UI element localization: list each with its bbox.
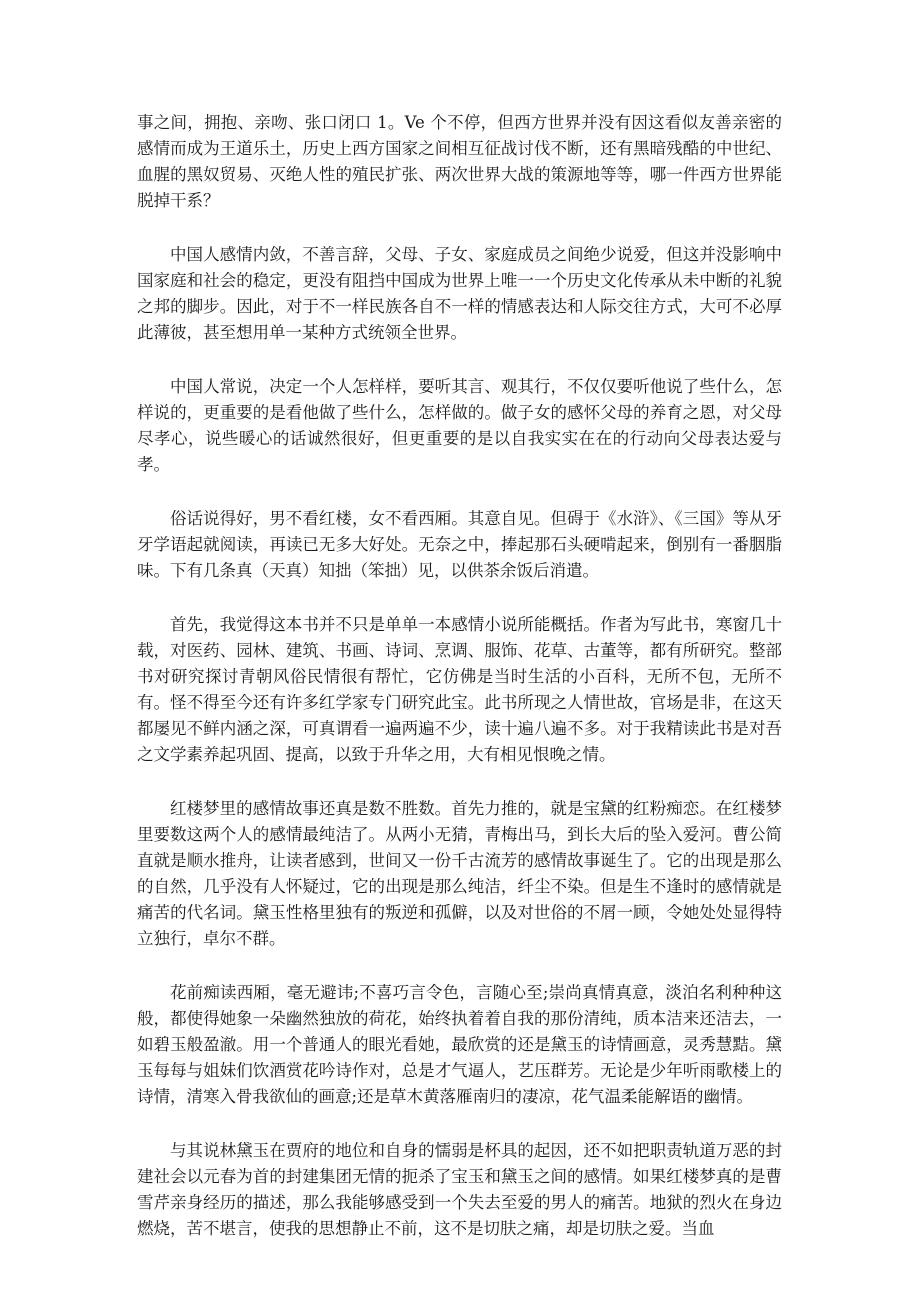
paragraph-3: 中国人常说，决定一个人怎样样，要听其言、观其行，不仅仅要听他说了些什么，怎样说的，更重要的是看他做了些什么，怎样做的。做子女的感怀父母的养育之恩，对父母尽孝心，说些暖心的话诚然很好，但更重要的是以自我实实在在的行动向父母表达爱与孝。	[137, 377, 782, 474]
paragraph-7: 花前痴读西厢，毫无避讳;不喜巧言令色，言随心至;崇尚真情真意，淡泊名利种种这般，都使得她象一朵幽然独放的荷花，始终执着着自我的那份清纯，质本洁来还洁去，一如碧玉般盈澈。用一个普通人的眼光看她，最欣赏的还是黛玉的诗情画意，灵秀慧黠。黛玉每每与姐妹们饮酒赏花吟诗作对，总是才气逼人，艺压群芳。无论是少年听雨歌楼上的诗情，清寒入骨我欲仙的画意;还是草木黄落雁南归的凄凉，花气温柔能解语的幽情。	[137, 983, 782, 1106]
paragraph-8: 与其说林黛玉在贾府的地位和自身的懦弱是杯具的起因，还不如把职责轨道万恶的封建社会以元春为首的封建集团无情的扼杀了宝玉和黛玉之间的感情。如果红楼梦真的是曹雪芹亲身经历的描述，那么我能够感受到一个失去至爱的男人的痛苦。地狱的烈火在身边燃烧，苦不堪言，使我的思想静止不前，这不是切肤之痛，却是切肤之爱。当血	[137, 1141, 782, 1238]
paragraph-2: 中国人感情内敛，不善言辞，父母、子女、家庭成员之间绝少说爱，但这并没影响中国家庭和社会的稳定，更没有阻挡中国成为世界上唯一一个历史文化传承从未中断的礼貌之邦的脚步。因此，对于不一样民族各自不一样的情感表达和人际交往方式，大可不必厚此薄彼，甚至想用单一某种方式统领全世界。	[137, 245, 782, 342]
paragraph-6: 红楼梦里的感情故事还真是数不胜数。首先力推的，就是宝黛的红粉痴恋。在红楼梦里要数这两个人的感情最纯洁了。从两小无猜，青梅出马，到长大后的坠入爱河。曹公简直就是顺水推舟，让读者感到，世间又一份千古流芳的感情故事诞生了。它的出现是那么的自然，几乎没有人怀疑过，它的出现是那么纯洁，纤尘不染。但是生不逢时的感情就是痛苦的代名词。黛玉性格里独有的叛逆和孤僻，以及对世俗的不屑一顾，令她处处显得特立独行，卓尔不群。	[137, 799, 782, 948]
paragraph-4: 俗话说得好，男不看红楼，女不看西厢。其意自见。但碍于《水浒》、《三国》等从牙牙学语起就阅读，再读已无多大好处。无奈之中，捧起那石头硬啃起来，倒别有一番胭脂味。下有几条真（天真）知拙（笨拙）见，以供茶余饭后消遣。	[137, 509, 782, 580]
paragraph-5: 首先，我觉得这本书并不只是单单一本感情小说所能概括。作者为写此书，寒窗几十载，对医药、园林、建筑、书画、诗词、烹调、服饰、花草、古董等，都有所研究。整部书对研究探讨青朝风俗民情很有帮忙，它仿佛是当时生活的小百科，无所不包，无所不有。怪不得至今还有许多红学家专门研究此宝。此书所现之人情世故，官场是非，在这天都屡见不鲜内涵之深，可真谓看一遍两遍不少，读十遍八遍不多。对于我精读此书是对吾之文学素养起巩固、提高，以致于升华之用，大有相见恨晚之情。	[137, 615, 782, 764]
document-page	[137, 110, 782, 1242]
paragraph-1: 事之间，拥抱、亲吻、张口闭口 1。Ve 个不停，但西方世界并没有因这看似友善亲密的感情而成为王道乐土，历史上西方国家之间相互征战讨伐不断，还有黑暗残酷的中世纪、血腥的黑奴贸易、灭绝人性的殖民扩张、两次世界大战的策源地等等，哪一件西方世界能脱掉干系？	[137, 113, 782, 210]
